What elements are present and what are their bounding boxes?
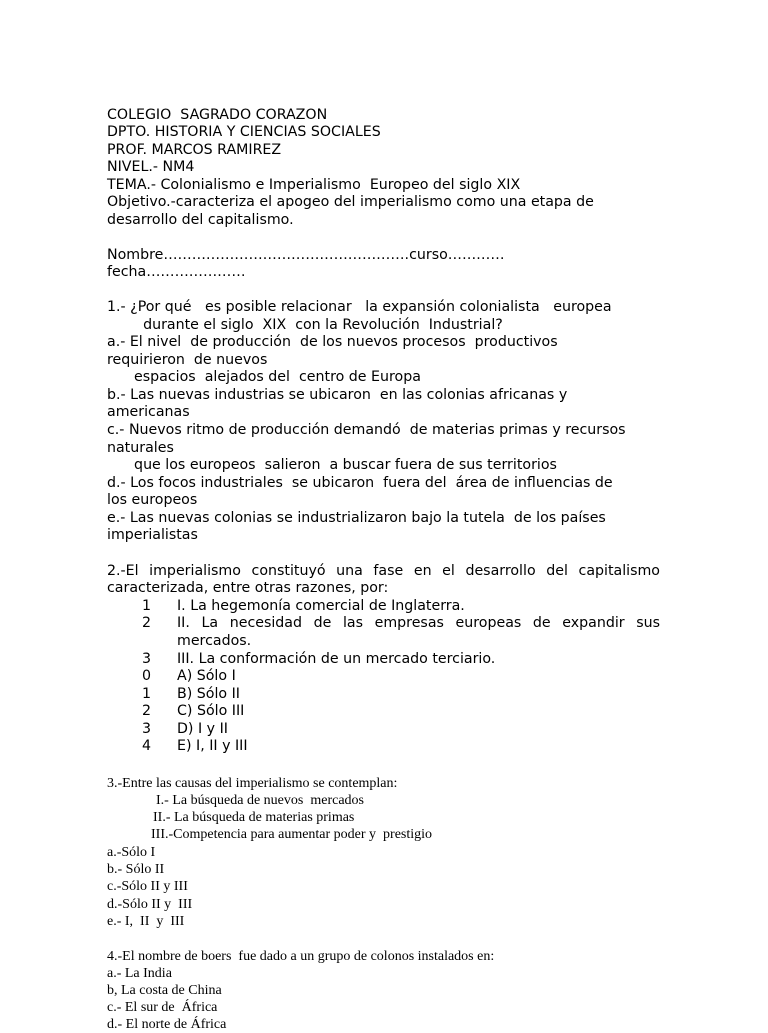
q2-item-number: 3 [142, 651, 152, 667]
q3-cause-i: I.- La búsqueda de nuevos mercados [156, 793, 364, 808]
name-course-field: Nombre…………………………………………….curso………… [107, 247, 505, 263]
q3-option-b: b.- Sólo II [107, 862, 165, 877]
q2-item-text: E) I, II y III [177, 738, 248, 754]
q2-item-text: I. La hegemonía comercial de Inglaterra. [177, 598, 465, 614]
q2-item-number: 4 [142, 738, 152, 754]
q4-option-c: c.- El sur de África [107, 1000, 218, 1015]
q3-option-d: d.-Sólo II y III [107, 897, 193, 912]
q3-question: 3.-Entre las causas del imperialismo se contemplan: [107, 776, 398, 791]
q2-item-text: II. La necesidad de las empresas europeas de expandir sus [177, 615, 660, 631]
level: NIVEL.- NM4 [107, 159, 195, 175]
q2-item-number: 1 [142, 598, 152, 614]
q1-question-line-1: 1.- ¿Por qué es posible relacionar la expansión colonialista europea [107, 299, 612, 315]
topic: TEMA.- Colonialismo e Imperialismo Europeo del siglo XIX [107, 177, 521, 193]
q2-item-text: mercados. [177, 633, 252, 649]
objective-line-1: Objetivo.-caracteriza el apogeo del imperialismo como una etapa de [107, 194, 594, 210]
q3-cause-iii: III.-Competencia para aumentar poder y prestigio [151, 827, 433, 842]
q1-option-e-line-1: e.- Las nuevas colonias se industrializaron bajo la tutela de los países [107, 510, 606, 526]
professor: PROF. MARCOS RAMIREZ [107, 142, 282, 158]
q1-option-a-line-2: requirieron de nuevos [107, 352, 268, 368]
q4-option-a: a.- La India [107, 966, 172, 981]
q1-option-c-line-1: c.- Nuevos ritmo de producción demandó de materias primas y recursos [107, 422, 626, 438]
q4-option-d: d.- El norte de África [107, 1017, 227, 1032]
q1-question-line-2: durante el siglo XIX con la Revolución Industrial? [107, 317, 503, 333]
q1-option-a-line-3: espacios alejados del centro de Europa [107, 369, 421, 385]
q2-item-number: 0 [142, 668, 152, 684]
objective-line-2: desarrollo del capitalismo. [107, 212, 294, 228]
q2-item-number: 1 [142, 686, 152, 702]
q2-question-line-2: caracterizada, entre otras razones, por: [107, 580, 389, 596]
q1-option-d-line-1: d.- Los focos industriales se ubicaron fuera del área de influencias de [107, 475, 613, 491]
q1-option-b-line-1: b.- Las nuevas industrias se ubicaron en las colonias africanas y [107, 387, 568, 403]
q4-question: 4.-El nombre de boers fue dado a un grupo de colonos instalados en: [107, 949, 495, 964]
q1-option-c-line-2: naturales [107, 440, 174, 456]
q2-item-text: D) I y II [177, 721, 228, 737]
q2-item-text: B) Sólo II [177, 686, 240, 702]
q2-item-text: III. La conformación de un mercado terciario. [177, 651, 496, 667]
q2-item-number: 3 [142, 721, 152, 737]
q1-option-a-line-1: a.- El nivel de producción de los nuevos procesos productivos [107, 334, 558, 350]
q2-item-text: C) Sólo III [177, 703, 245, 719]
q1-option-c-line-3: que los europeos salieron a buscar fuera de sus territorios [107, 457, 557, 473]
q2-item-text: A) Sólo I [177, 668, 236, 684]
school-name: COLEGIO SAGRADO CORAZON [107, 107, 328, 123]
department: DPTO. HISTORIA Y CIENCIAS SOCIALES [107, 124, 381, 140]
q3-cause-ii: II.- La búsqueda de materias primas [153, 810, 355, 825]
q1-option-b-line-2: americanas [107, 404, 190, 420]
q1-option-e-line-2: imperialistas [107, 527, 198, 543]
q2-item-number: 2 [142, 615, 152, 631]
q2-question-line-1: 2.-El imperialismo constituyó una fase en el desarrollo del capitalismo [107, 563, 660, 579]
q4-option-b: b, La costa de China [107, 983, 222, 998]
q1-option-d-line-2: los europeos [107, 492, 198, 508]
q2-item-number: 2 [142, 703, 152, 719]
q3-option-c: c.-Sólo II y III [107, 879, 188, 894]
q3-option-e: e.- I, II y III [107, 914, 185, 929]
q3-option-a: a.-Sólo I [107, 845, 156, 860]
date-field: fecha………………… [107, 264, 246, 280]
